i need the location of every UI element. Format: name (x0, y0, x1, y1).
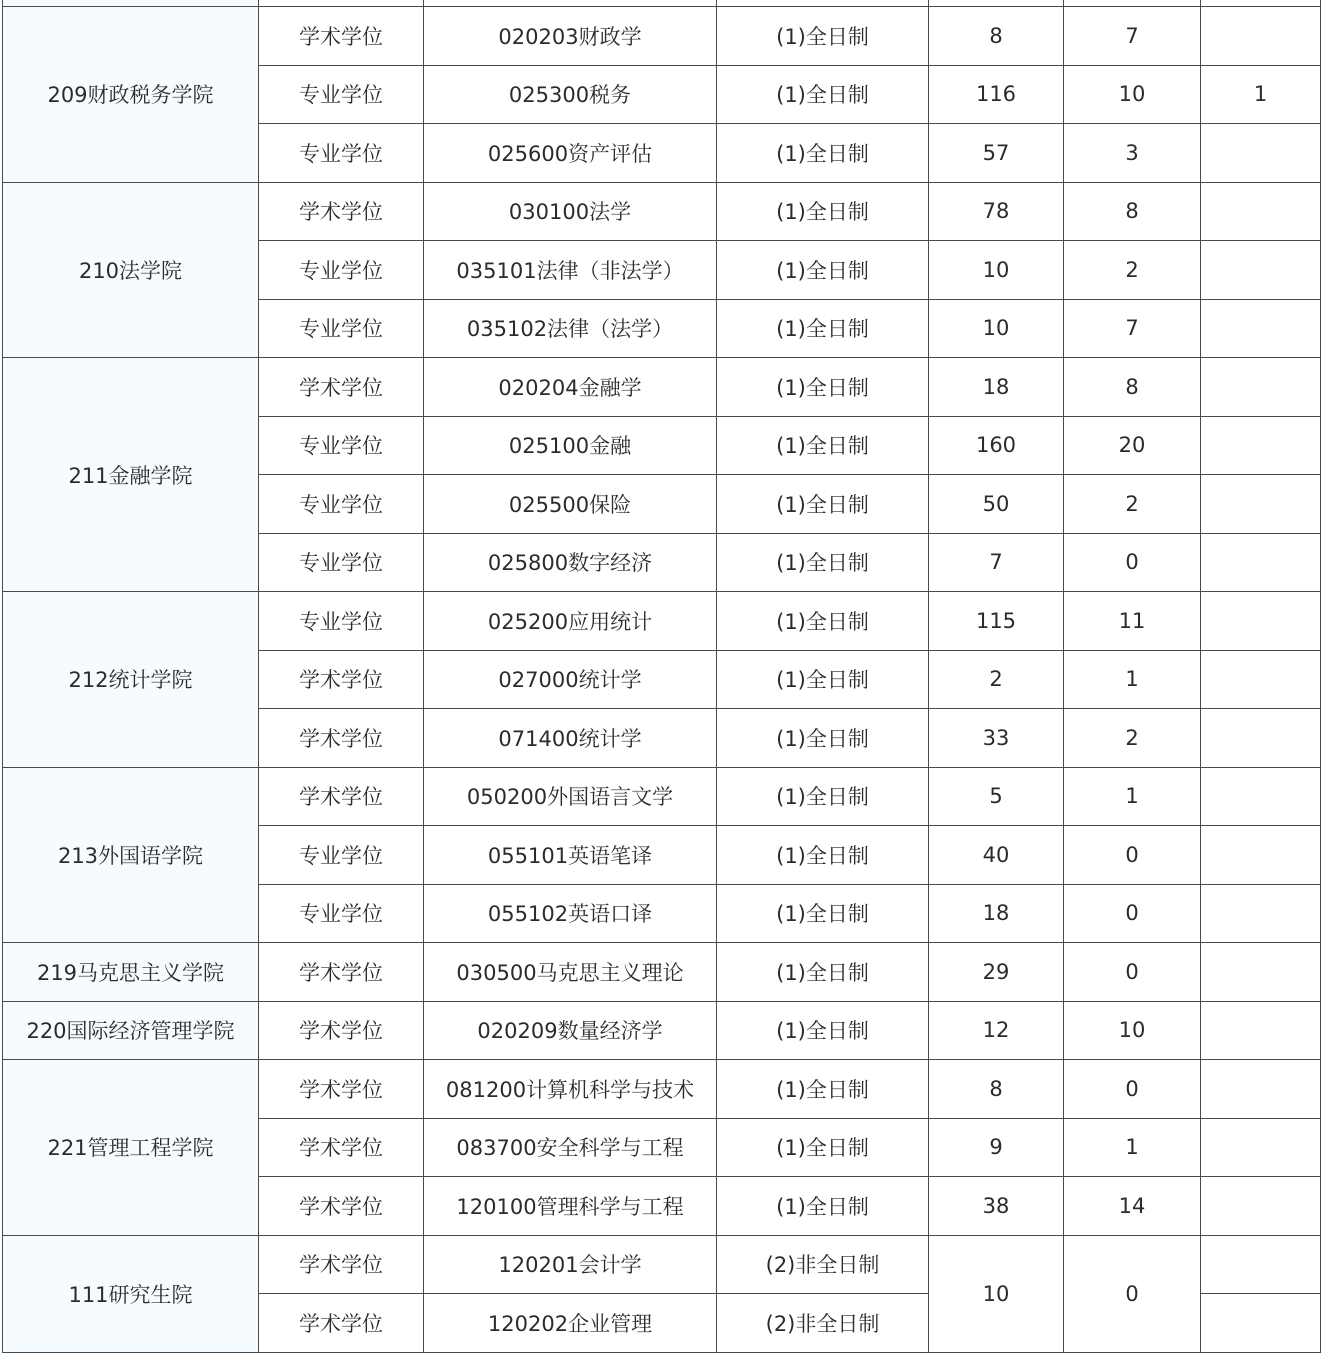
recommend-count-cell: 10 (1064, 65, 1201, 124)
major-cell: 020209数量经济学 (424, 1001, 717, 1060)
plan-count-cell: 10 (929, 299, 1064, 358)
college-cell: 220国际经济管理学院 (3, 1001, 259, 1060)
recommend-count-cell: 1 (1064, 650, 1201, 709)
table-row (3, 358, 1321, 417)
recommend-count-cell: 3 (1064, 124, 1201, 183)
college-cell: 212统计学院 (3, 592, 259, 768)
college-cell: 210法学院 (3, 182, 259, 358)
degree-type-cell: 学术学位 (259, 1001, 424, 1060)
recommend-count-cell: 11 (1064, 592, 1201, 651)
major-cell: 027000统计学 (424, 650, 717, 709)
extra-count-cell (1201, 1060, 1321, 1119)
extra-count-cell (1201, 182, 1321, 241)
plan-count-cell: 8 (929, 7, 1064, 66)
plan-count-cell: 10 (929, 1235, 1064, 1352)
recommend-count-cell: 1 (1064, 1118, 1201, 1177)
major-cell: 035102法律（法学） (424, 299, 717, 358)
degree-type-cell: 学术学位 (259, 943, 424, 1002)
plan-count-cell: 29 (929, 943, 1064, 1002)
major-cell: 050200外国语言文学 (424, 767, 717, 826)
study-mode-cell: (1)全日制 (717, 709, 929, 768)
table-row (3, 7, 1321, 66)
degree-type-cell: 专业学位 (259, 884, 424, 943)
recommend-count-cell: 7 (1064, 299, 1201, 358)
recommend-count-cell: 0 (1064, 1235, 1201, 1352)
study-mode-cell: (2)非全日制 (717, 1294, 929, 1353)
extra-count-cell (1201, 592, 1321, 651)
plan-count-cell: 78 (929, 182, 1064, 241)
degree-type-cell: 专业学位 (259, 299, 424, 358)
study-mode-cell: (1)全日制 (717, 124, 929, 183)
extra-count-cell (1201, 299, 1321, 358)
major-cell: 120201会计学 (424, 1235, 717, 1294)
major-cell: 020203财政学 (424, 7, 717, 66)
major-cell: 035101法律（非法学） (424, 241, 717, 300)
table-row (3, 1235, 1321, 1294)
study-mode-cell: (1)全日制 (717, 7, 929, 66)
degree-type-cell: 学术学位 (259, 358, 424, 417)
plan-count-cell: 160 (929, 416, 1064, 475)
extra-count-cell (1201, 943, 1321, 1002)
degree-type-cell: 专业学位 (259, 416, 424, 475)
major-cell: 020204金融学 (424, 358, 717, 417)
extra-count-cell (1201, 709, 1321, 768)
degree-type-cell: 专业学位 (259, 592, 424, 651)
extra-count-cell (1201, 241, 1321, 300)
plan-count-cell: 57 (929, 124, 1064, 183)
recommend-count-cell: 10 (1064, 1001, 1201, 1060)
recommend-count-cell: 7 (1064, 7, 1201, 66)
plan-count-cell: 115 (929, 592, 1064, 651)
plan-count-cell: 40 (929, 826, 1064, 885)
extra-count-cell (1201, 1294, 1321, 1353)
major-cell: 025500保险 (424, 475, 717, 534)
extra-count-cell (1201, 1235, 1321, 1294)
extra-count-cell (1201, 533, 1321, 592)
plan-count-cell: 7 (929, 533, 1064, 592)
extra-count-cell (1201, 1118, 1321, 1177)
major-cell: 055102英语口译 (424, 884, 717, 943)
major-cell: 081200计算机科学与技术 (424, 1060, 717, 1119)
major-cell: 025100金融 (424, 416, 717, 475)
study-mode-cell: (1)全日制 (717, 1118, 929, 1177)
degree-type-cell: 学术学位 (259, 7, 424, 66)
major-cell: 120202企业管理 (424, 1294, 717, 1353)
recommend-count-cell: 2 (1064, 475, 1201, 534)
extra-count-cell (1201, 767, 1321, 826)
study-mode-cell: (1)全日制 (717, 826, 929, 885)
major-cell: 025200应用统计 (424, 592, 717, 651)
table-row (3, 767, 1321, 826)
degree-type-cell: 学术学位 (259, 1118, 424, 1177)
extra-count-cell (1201, 124, 1321, 183)
recommend-count-cell: 2 (1064, 241, 1201, 300)
recommend-count-cell: 8 (1064, 182, 1201, 241)
plan-count-cell: 12 (929, 1001, 1064, 1060)
college-cell: 219马克思主义学院 (3, 943, 259, 1002)
college-cell: 221管理工程学院 (3, 1060, 259, 1236)
study-mode-cell: (1)全日制 (717, 943, 929, 1002)
recommend-count-cell: 0 (1064, 826, 1201, 885)
study-mode-cell: (1)全日制 (717, 416, 929, 475)
major-cell: 025300税务 (424, 65, 717, 124)
degree-type-cell: 学术学位 (259, 182, 424, 241)
degree-type-cell: 专业学位 (259, 124, 424, 183)
recommend-count-cell: 0 (1064, 943, 1201, 1002)
extra-count-cell (1201, 1001, 1321, 1060)
major-cell: 030500马克思主义理论 (424, 943, 717, 1002)
recommend-count-cell: 0 (1064, 884, 1201, 943)
table-row (3, 943, 1321, 1002)
recommend-count-cell: 2 (1064, 709, 1201, 768)
study-mode-cell: (1)全日制 (717, 650, 929, 709)
recommend-count-cell: 0 (1064, 1060, 1201, 1119)
degree-type-cell: 学术学位 (259, 767, 424, 826)
table-row (3, 182, 1321, 241)
study-mode-cell: (1)全日制 (717, 1001, 929, 1060)
plan-count-cell: 2 (929, 650, 1064, 709)
recommend-count-cell: 14 (1064, 1177, 1201, 1236)
major-cell: 025600资产评估 (424, 124, 717, 183)
degree-type-cell: 学术学位 (259, 1294, 424, 1353)
plan-count-cell: 18 (929, 884, 1064, 943)
extra-count-cell: 1 (1201, 65, 1321, 124)
study-mode-cell: (1)全日制 (717, 65, 929, 124)
degree-type-cell: 学术学位 (259, 650, 424, 709)
study-mode-cell: (2)非全日制 (717, 1235, 929, 1294)
extra-count-cell (1201, 650, 1321, 709)
study-mode-cell: (1)全日制 (717, 767, 929, 826)
degree-type-cell: 专业学位 (259, 475, 424, 534)
degree-type-cell: 专业学位 (259, 241, 424, 300)
study-mode-cell: (1)全日制 (717, 299, 929, 358)
plan-count-cell: 9 (929, 1118, 1064, 1177)
degree-type-cell: 专业学位 (259, 826, 424, 885)
major-cell: 071400统计学 (424, 709, 717, 768)
study-mode-cell: (1)全日制 (717, 884, 929, 943)
recommend-count-cell: 8 (1064, 358, 1201, 417)
major-cell: 025800数字经济 (424, 533, 717, 592)
extra-count-cell (1201, 826, 1321, 885)
study-mode-cell: (1)全日制 (717, 533, 929, 592)
major-cell: 083700安全科学与工程 (424, 1118, 717, 1177)
major-cell: 120100管理科学与工程 (424, 1177, 717, 1236)
plan-count-cell: 116 (929, 65, 1064, 124)
degree-type-cell: 专业学位 (259, 65, 424, 124)
extra-count-cell (1201, 475, 1321, 534)
college-cell: 213外国语学院 (3, 767, 259, 943)
study-mode-cell: (1)全日制 (717, 475, 929, 534)
degree-type-cell: 学术学位 (259, 709, 424, 768)
study-mode-cell: (1)全日制 (717, 241, 929, 300)
plan-count-cell: 33 (929, 709, 1064, 768)
extra-count-cell (1201, 1177, 1321, 1236)
study-mode-cell: (1)全日制 (717, 592, 929, 651)
degree-type-cell: 专业学位 (259, 533, 424, 592)
extra-count-cell (1201, 416, 1321, 475)
study-mode-cell: (1)全日制 (717, 358, 929, 417)
plan-count-cell: 50 (929, 475, 1064, 534)
major-cell: 055101英语笔译 (424, 826, 717, 885)
plan-count-cell: 8 (929, 1060, 1064, 1119)
recommend-count-cell: 20 (1064, 416, 1201, 475)
degree-type-cell: 学术学位 (259, 1177, 424, 1236)
college-cell: 209财政税务学院 (3, 7, 259, 183)
degree-type-cell: 学术学位 (259, 1235, 424, 1294)
plan-count-cell: 10 (929, 241, 1064, 300)
table-row (3, 1001, 1321, 1060)
degree-type-cell: 学术学位 (259, 1060, 424, 1119)
study-mode-cell: (1)全日制 (717, 1177, 929, 1236)
recommend-count-cell: 1 (1064, 767, 1201, 826)
recommend-count-cell: 0 (1064, 533, 1201, 592)
table-row (3, 1060, 1321, 1119)
study-mode-cell: (1)全日制 (717, 1060, 929, 1119)
plan-count-cell: 5 (929, 767, 1064, 826)
major-cell: 030100法学 (424, 182, 717, 241)
extra-count-cell (1201, 358, 1321, 417)
extra-count-cell (1201, 7, 1321, 66)
college-cell: 111研究生院 (3, 1235, 259, 1352)
table-row (3, 592, 1321, 651)
admission-table (2, 0, 1321, 1353)
plan-count-cell: 18 (929, 358, 1064, 417)
study-mode-cell: (1)全日制 (717, 182, 929, 241)
college-cell: 211金融学院 (3, 358, 259, 592)
plan-count-cell: 38 (929, 1177, 1064, 1236)
extra-count-cell (1201, 884, 1321, 943)
